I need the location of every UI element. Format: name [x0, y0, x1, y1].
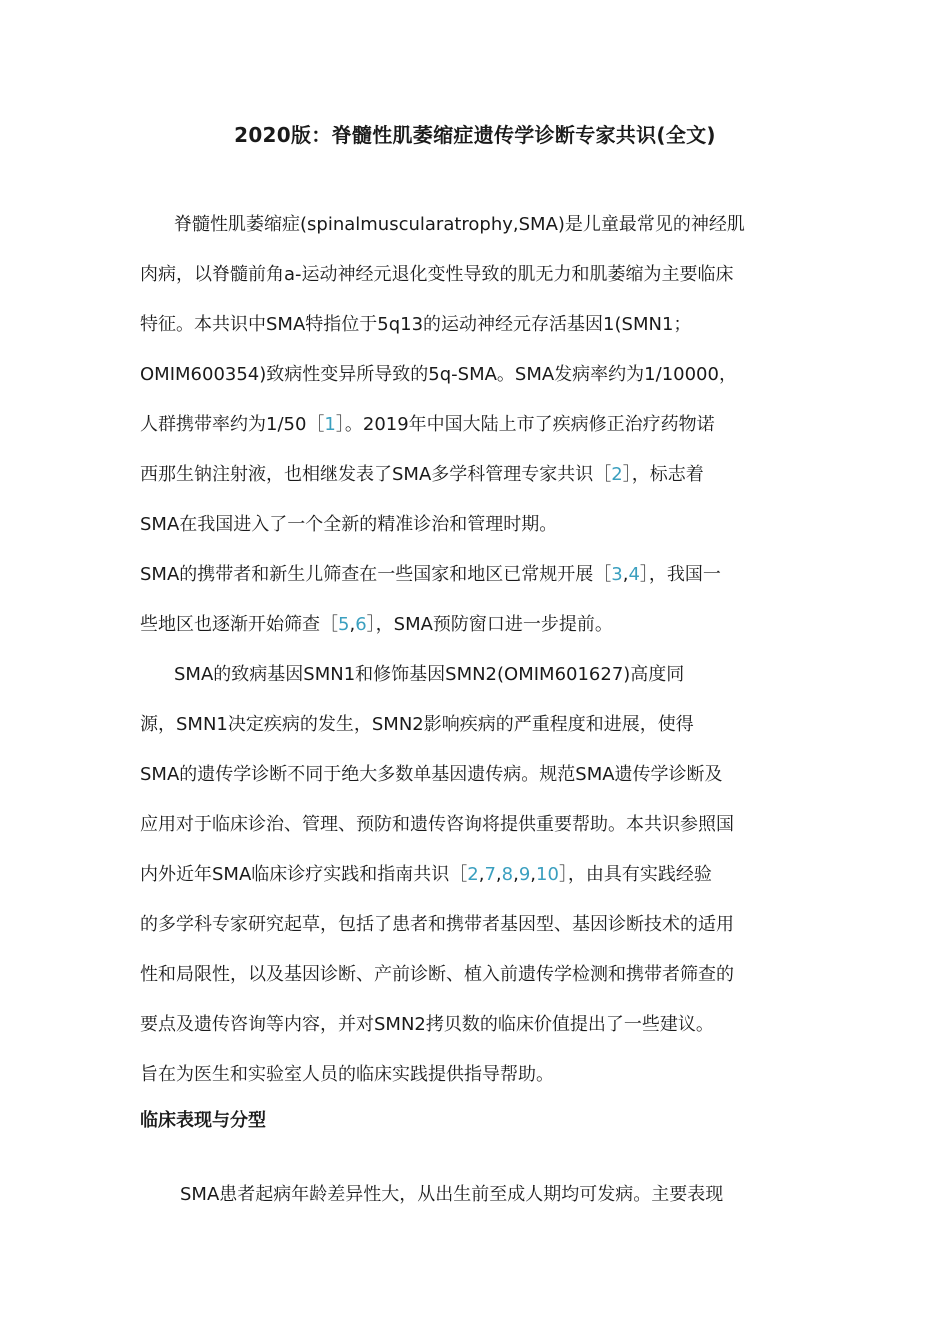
reference-link[interactable]: 8 — [501, 864, 514, 885]
reference-link[interactable]: 10 — [536, 864, 559, 885]
text-segment: 人群携带率约为1/50［ — [140, 414, 325, 435]
text-line: 特征。本共识中SMA特指位于5q13的运动神经元存活基因1(SMN1； — [140, 314, 692, 335]
document-title: 2020版：脊髓性肌萎缩症遗传学诊断专家共识(全文) — [234, 123, 716, 147]
text-line: 旨在为医生和实验室人员的临床实践提供指导帮助。 — [140, 1064, 554, 1085]
text-line: 脊髓性肌萎缩症(spinalmuscularatrophy,SMA)是儿童最常见的神经肌 — [174, 214, 745, 235]
reference-link[interactable]: 2 — [467, 864, 479, 885]
text-segment: ］，由具有实践经验 — [558, 864, 712, 885]
text-line: 应用对于临床诊治、管理、预防和遗传咨询将提供重要帮助。本共识参照国 — [140, 814, 734, 835]
reference-link[interactable]: 9 — [518, 864, 531, 885]
paragraph-screening — [140, 550, 815, 650]
text-line: SMA的遗传学诊断不同于绝大多数单基因遗传病。规范SMA遗传学诊断及 — [140, 764, 723, 785]
reference-link[interactable]: 5 — [338, 614, 350, 635]
text-line: 的多学科专家研究起草，包括了患者和携带者基因型、基因诊断技术的适用 — [140, 914, 734, 935]
text-segment: SMA的携带者和新生儿筛查在一些国家和地区已常规开展［ — [140, 564, 612, 585]
text-line — [140, 550, 815, 600]
text-segment: , — [530, 864, 537, 885]
text-segment: 内外近年SMA临床诊疗实践和指南共识［ — [140, 864, 468, 885]
text-line — [140, 850, 815, 900]
paragraph-intro — [140, 200, 815, 550]
reference-link[interactable]: 4 — [628, 564, 640, 585]
text-line: SMA患者起病年龄差异性大，从出生前至成人期均可发病。主要表现 — [180, 1184, 724, 1205]
text-line — [140, 400, 815, 450]
text-segment: , — [478, 864, 485, 885]
text-line: 肉病，以脊髓前角a-运动神经元退化变性导致的肌无力和肌萎缩为主要临床 — [140, 264, 734, 285]
reference-link[interactable]: 3 — [611, 564, 623, 585]
section-heading: 临床表现与分型 — [140, 1110, 266, 1131]
text-segment: ］，SMA预防窗口进一步提前。 — [366, 614, 613, 635]
text-line — [140, 450, 815, 500]
text-segment: ］，我国一 — [639, 564, 721, 585]
text-line: 要点及遗传咨询等内容，并对SMN2拷贝数的临床价值提出了一些建议。 — [140, 1014, 714, 1035]
text-line: SMA的致病基因SMN1和修饰基因SMN2(OMIM601627)高度同 — [174, 664, 685, 685]
reference-link[interactable]: 6 — [355, 614, 367, 635]
text-line — [140, 600, 815, 650]
text-segment: , — [495, 864, 502, 885]
paragraph-clinical — [140, 1170, 815, 1220]
text-segment: 些地区也逐渐开始筛查［ — [140, 614, 338, 635]
text-segment: , — [349, 614, 356, 635]
text-line: 源，SMN1决定疾病的发生，SMN2影响疾病的严重程度和进展，使得 — [140, 714, 694, 735]
text-line: 性和局限性，以及基因诊断、产前诊断、植入前遗传学检测和携带者筛查的 — [140, 964, 734, 985]
text-segment: 西那生钠注射液，也相继发表了SMA多学科管理专家共识［ — [140, 464, 612, 485]
reference-link[interactable]: 7 — [484, 864, 496, 885]
text-segment: ］，标志着 — [622, 464, 704, 485]
text-segment: ］。2019年中国大陆上市了疾病修正治疗药物诺 — [335, 414, 715, 435]
text-line: SMA在我国进入了一个全新的精准诊治和管理时期。 — [140, 514, 558, 535]
text-line: OMIM600354)致病性变异所导致的5q-SMA。SMA发病率约为1/10000， — [140, 364, 737, 385]
text-segment: , — [622, 564, 629, 585]
reference-link[interactable]: 2 — [611, 464, 623, 485]
text-segment: , — [513, 864, 519, 885]
reference-link[interactable]: 1 — [324, 414, 336, 435]
paragraph-genetics — [140, 650, 815, 1100]
